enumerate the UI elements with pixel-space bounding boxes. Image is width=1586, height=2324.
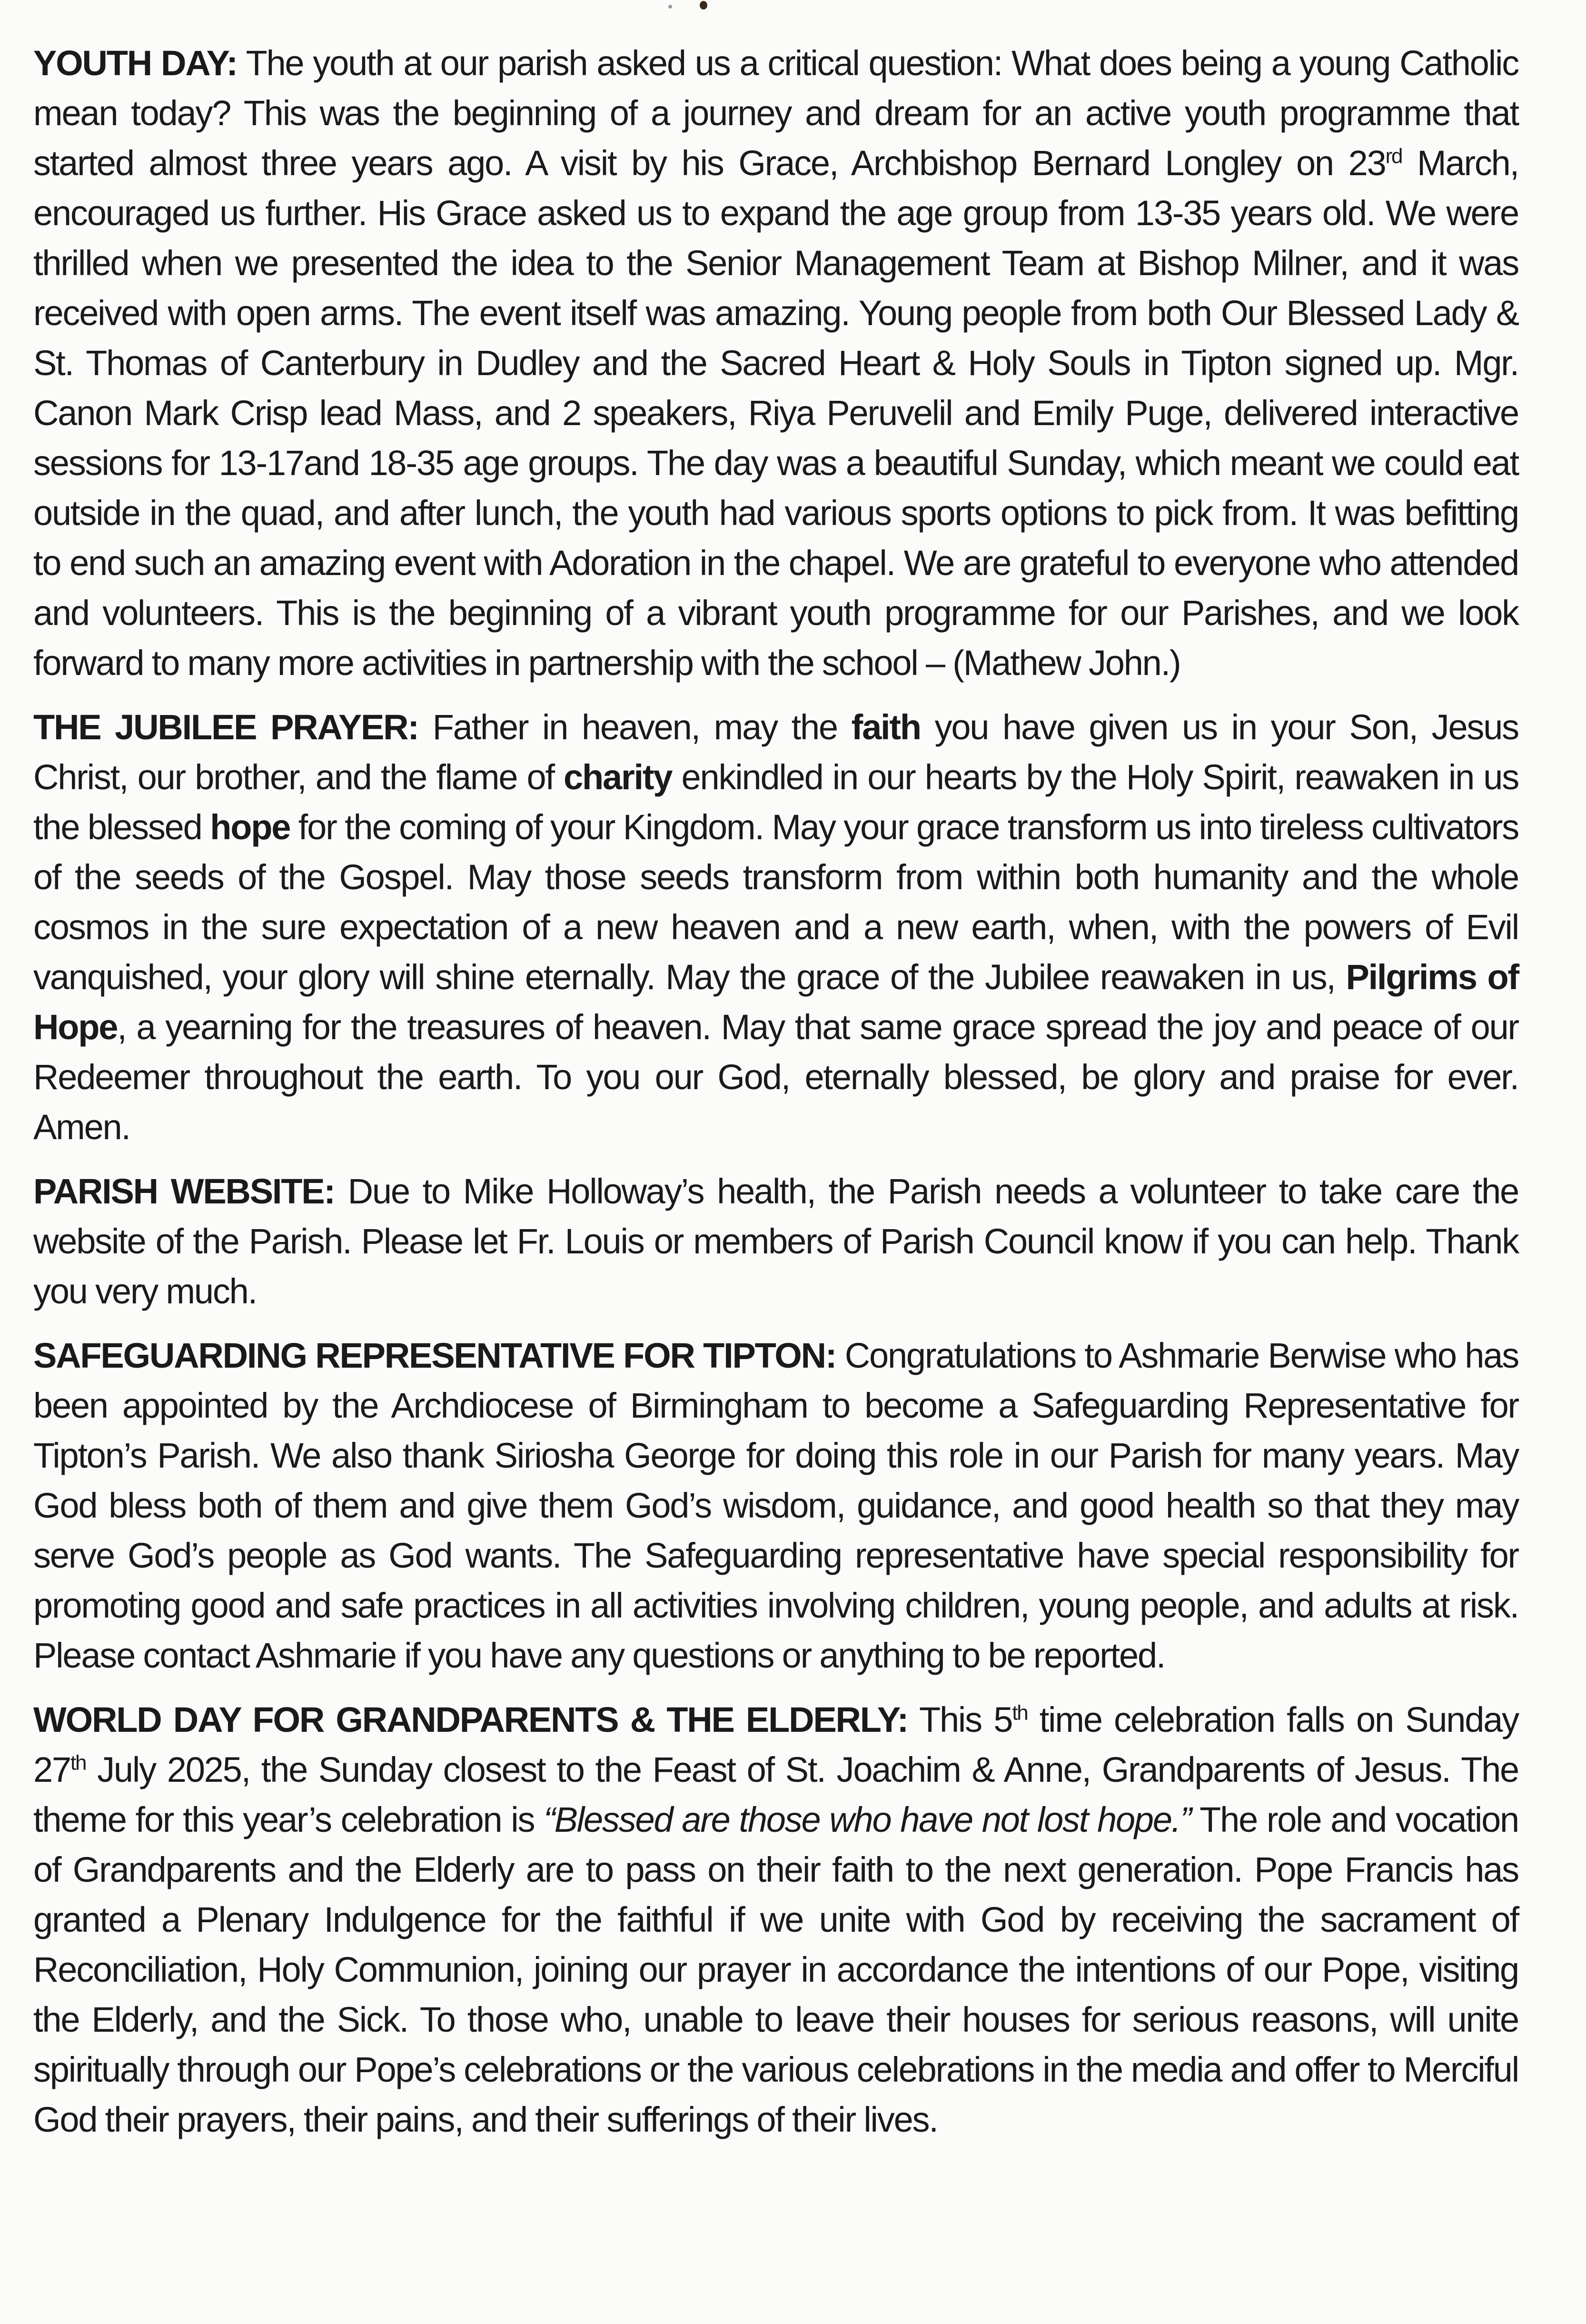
grandparents-text-4: The role and vocation of Grandparents and the Elderly are to pass on their faith to the next generation. Pope Francis has granted a Plenary Indulgence for the faithful if we unite with God by receiving the sacrament of Reconciliation, Holy Communion, joining our prayer in accordance the intentions of our Pope, visiting the Elderly, and the Sick. To those who, unable to leave their houses for serious reasons, will unite spiritually through our Pope’s celebrations or the various celebrations in the media and offer to Merciful God their prayers, their pains, and their sufferings of their lives. [33,1800,1518,2139]
parish-website-section [33,1166,1518,1316]
youth-day-section [33,38,1518,688]
jubilee-prayer-heading: THE JUBILEE PRAYER: [33,707,418,747]
grandparents-theme-quote: “Blessed are those who have not lost hope.” [544,1800,1191,1839]
grandparents-section [33,1695,1518,2145]
ink-speck [668,5,672,9]
jubilee-prayer-section [33,702,1518,1152]
jubilee-prayer-faith: faith [851,707,921,747]
grandparents-ordinal-1: th [1012,1701,1028,1725]
jubilee-prayer-text-3: enkindled in our hearts by the Holy Spirit, reawaken in us the blessed [33,757,1519,847]
youth-day-ordinal: rd [1385,144,1402,168]
ink-speck [700,1,707,10]
grandparents-text-1: This 5 [908,1700,1012,1739]
jubilee-prayer-hope: hope [210,807,290,847]
youth-day-heading: YOUTH DAY: [33,43,237,83]
jubilee-prayer-pilgrims: Pilgrims of Hope [33,957,1518,1047]
youth-day-text-2: March, encouraged us further. His Grace asked us to expand the age group from 13-35 years old. We were thrilled when we presented the idea to the Senior Management Team at Bishop Milner, and it was received with open arms. The event itself was amazing. Young people from both Our Blessed Lady & St. Thomas of Canterbury in Dudley and the Sacred Heart & Holy Souls in Tipton signed up. Mgr. Canon Mark Crisp lead Mass, and 2 speakers, Riya Peruvelil and Emily Puge, delivered interactive sessions for 13-17and 18-35 age groups. The day was a beautiful Sunday, which meant we could eat outside in the quad, and after lunch, the youth had various sports options to pick from. It was befitting to end such an amazing event with Adoration in the chapel. We are grateful to everyone who attended and volunteers. This is the beginning of a vibrant youth programme for our Parishes, and we look forward to many more activities in partnership with the school – (Mathew John.) [33,143,1518,683]
jubilee-prayer-charity: charity [564,757,672,797]
grandparents-ordinal-2: th [70,1751,86,1775]
grandparents-heading: WORLD DAY FOR GRANDPARENTS & THE ELDERLY: [33,1700,908,1739]
grandparents-text-3: July 2025, the Sunday closest to the Feast of St. Joachim & Anne, Grandparents of Jesus. The theme for this year’s celebration is [33,1750,1518,1839]
safeguarding-heading: SAFEGUARDING REPRESENTATIVE FOR TIPTON: [33,1336,836,1375]
jubilee-prayer-text-2: you have given us in your Son, Jesus Christ, our brother, and the flame of [33,707,1518,797]
safeguarding-text: Congratulations to Ashmarie Berwise who has been appointed by the Archdiocese of Birmingham to become a Safeguarding Representative for Tipton’s Parish. We also thank Siriosha George for doing this role in our Parish for many years. May God bless both of them and give them God’s wisdom, guidance, and good health so that they may serve God’s people as God wants. The Safeguarding representative have special responsibility for promoting good and safe practices in all activities involving children, young people, and adults at risk. Please contact Ashmarie if you have any questions or anything to be reported. [33,1336,1518,1675]
grandparents-text-2: time celebration falls on Sunday 27 [33,1700,1518,1789]
parish-website-text: Due to Mike Holloway’s health, the Parish needs a volunteer to take care the website of the Parish. Please let Fr. Louis or members of Parish Council know if you can help. Thank you very much. [33,1172,1518,1311]
youth-day-text-1: The youth at our parish asked us a critical question: What does being a young Catholic mean today? This was the beginning of a journey and dream for an active youth programme that started almost three years ago. A visit by his Grace, Archbishop Bernard Longley on 23 [33,43,1518,183]
parish-website-heading: PARISH WEBSITE: [33,1172,335,1211]
safeguarding-section [33,1331,1518,1680]
jubilee-prayer-text-1: Father in heaven, may the [418,707,852,747]
jubilee-prayer-text-5: , a yearning for the treasures of heaven. May that same grace spread the joy and peace of our Redeemer throughout the earth. To you our God, eternally blessed, be glory and praise for ever. Amen. [33,1007,1518,1147]
jubilee-prayer-text-4: for the coming of your Kingdom. May your grace transform us into tireless cultivators of the seeds of the Gospel. May those seeds transform from within both humanity and the whole cosmos in the sure expectation of a new heaven and a new earth, when, with the powers of Evil vanquished, your glory will shine eternally. May the grace of the Jubilee reawaken in us, [33,807,1518,997]
bulletin-content [33,38,1518,2159]
